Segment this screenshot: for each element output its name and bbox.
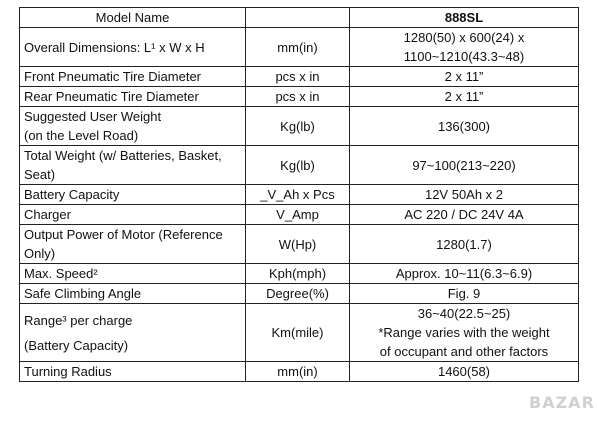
table-row: [20, 225, 579, 264]
spec-unit: pcs x in: [246, 87, 350, 107]
spec-value: AC 220 / DC 24V 4A: [350, 205, 579, 225]
spec-item-line: Range³ per charge: [24, 312, 133, 328]
spec-value: [350, 304, 579, 362]
spec-value: 136(300): [350, 107, 579, 146]
spec-value-line: of occupant and other factors: [379, 344, 549, 359]
header-item: Model Name: [20, 8, 246, 28]
spec-value-line: 1280(50) x 600(24) x: [403, 30, 525, 45]
spec-value: [350, 28, 579, 67]
table-row: [20, 284, 579, 304]
spec-item: Safe Climbing Angle: [20, 284, 246, 304]
spec-item: Front Pneumatic Tire Diameter: [20, 67, 246, 87]
spec-item-line: (Battery Capacity): [24, 337, 129, 353]
spec-unit: W(Hp): [246, 225, 350, 264]
spec-value: 1460(58): [350, 362, 579, 382]
spec-unit: pcs x in: [246, 67, 350, 87]
spec-unit: V_Amp: [246, 205, 350, 225]
spec-unit: Kg(lb): [246, 107, 350, 146]
spec-unit: _V_Ah x Pcs: [246, 185, 350, 205]
table-row: [20, 205, 579, 225]
spec-item: Turning Radius: [20, 362, 246, 382]
spec-value: 97~100(213~220): [350, 146, 579, 185]
table-row: [20, 304, 579, 362]
table-row: [20, 28, 579, 67]
spec-item-line: Seat): [24, 167, 56, 182]
spec-value-line: *Range varies with the weight: [378, 325, 550, 340]
spec-item: [20, 225, 246, 264]
table-row: [20, 146, 579, 185]
table-row: [20, 87, 579, 107]
spec-value: 2 x 11”: [350, 87, 579, 107]
spec-item: Charger: [20, 205, 246, 225]
spec-item: [20, 107, 246, 146]
spec-item: [20, 146, 246, 185]
spec-item: [20, 304, 246, 362]
header-unit: [246, 8, 350, 28]
spec-item-line: Output Power of Motor (Reference: [24, 227, 223, 242]
spec-value: 1280(1.7): [350, 225, 579, 264]
spec-unit: Kph(mph): [246, 264, 350, 284]
spec-table: [19, 7, 579, 382]
spec-item: Max. Speed²: [20, 264, 246, 284]
spec-value: 12V 50Ah x 2: [350, 185, 579, 205]
spec-value: Approx. 10~11(6.3~6.9): [350, 264, 579, 284]
spec-unit: mm(in): [246, 28, 350, 67]
header-model: 888SL: [350, 8, 579, 28]
table-row: [20, 67, 579, 87]
spec-item-line: Suggested User Weight: [24, 109, 162, 124]
table-row: [20, 264, 579, 284]
table-row: [20, 107, 579, 146]
spec-item: Battery Capacity: [20, 185, 246, 205]
spec-value-line: 1100~1210(43.3~48): [403, 49, 525, 64]
spec-value-line: 36~40(22.5~25): [417, 306, 511, 321]
spec-item-line: (on the Level Road): [24, 128, 139, 143]
watermark-logo: BAZAR: [529, 393, 595, 412]
spec-unit: mm(in): [246, 362, 350, 382]
spec-value: Fig. 9: [350, 284, 579, 304]
spec-item-line: Only): [24, 246, 56, 261]
spec-item: Overall Dimensions: L¹ x W x H: [20, 28, 246, 67]
spec-item: Rear Pneumatic Tire Diameter: [20, 87, 246, 107]
spec-value: 2 x 11”: [350, 67, 579, 87]
spec-item-line: Total Weight (w/ Batteries, Basket,: [24, 148, 222, 163]
header-row: [20, 8, 579, 28]
spec-unit: Kg(lb): [246, 146, 350, 185]
spec-unit: Degree(%): [246, 284, 350, 304]
table-row: [20, 362, 579, 382]
table-row: [20, 185, 579, 205]
spec-unit: Km(mile): [246, 304, 350, 362]
